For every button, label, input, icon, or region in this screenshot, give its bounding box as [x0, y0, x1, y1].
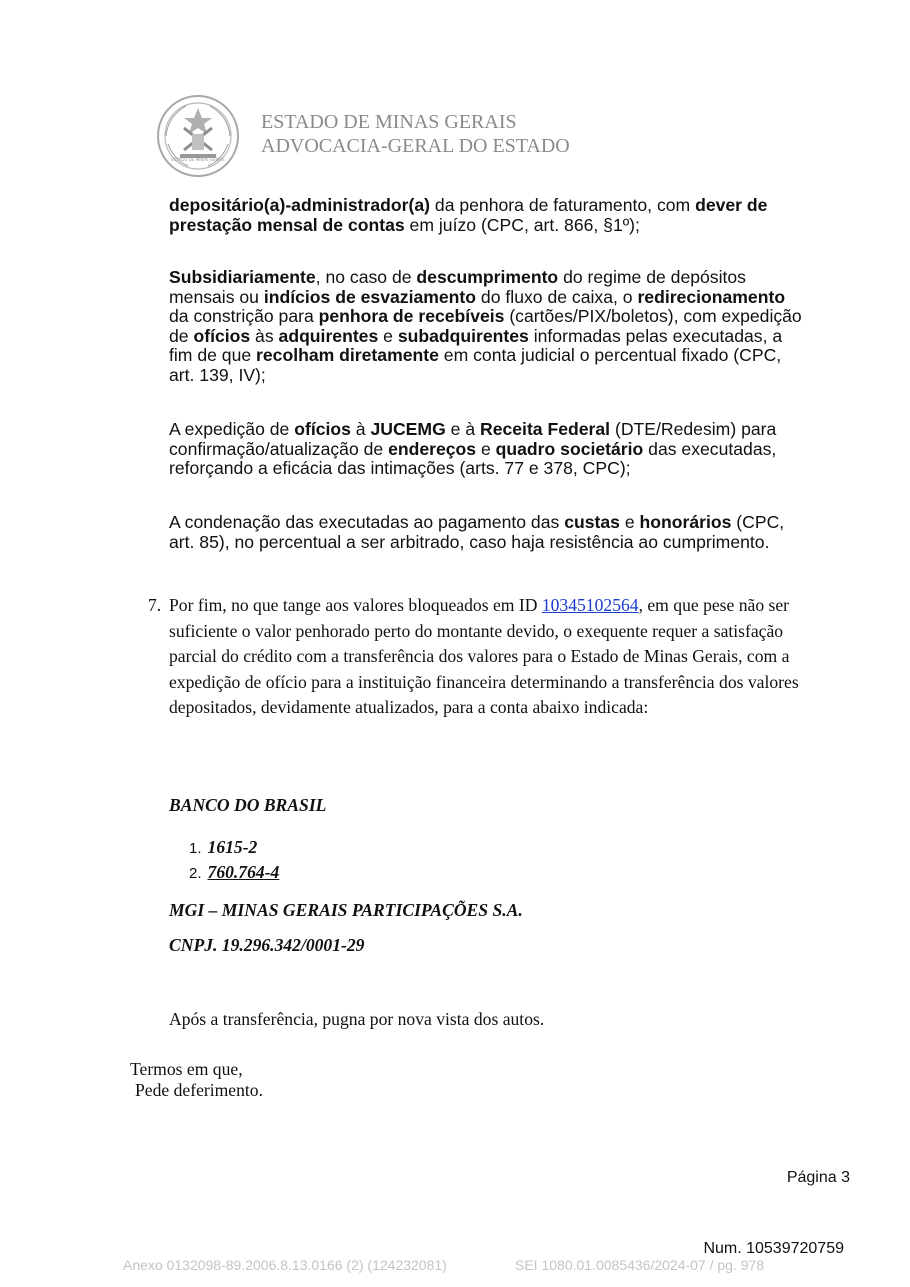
- paragraph-jucemg: A expedição de ofícios à JUCEMG e à Receita Federal (DTE/Redesim) para confirmação/atualização de endereços e quadro societário das executadas, reforçando a eficácia das intimações (arts. 77 e 378, CPC);: [169, 419, 777, 478]
- account-item: 2. 760.764-4: [189, 862, 280, 882]
- letterhead-state: ESTADO DE MINAS GERAIS: [261, 111, 517, 133]
- letterhead: [261, 110, 570, 158]
- bank-name: BANCO DO BRASIL: [169, 795, 327, 815]
- annex-watermark: Anexo 0132098-89.2006.8.13.0166 (2) (124232081): [123, 1257, 447, 1273]
- letterhead-agency: ADVOCACIA-GERAL DO ESTADO: [261, 135, 570, 157]
- account-holder: MGI – MINAS GERAIS PARTICIPAÇÕES S.A.: [169, 900, 523, 920]
- page-number: Página 3: [786, 1169, 850, 1186]
- paragraph-depositario: depositário(a)-administrador(a) da penhora de faturamento, com dever de prestação mensal de contas em juízo (CPC, art. 866, §1º);: [169, 195, 768, 235]
- paragraph-condenacao: A condenação das executadas ao pagamento das custas e honorários (CPC, art. 85), no percentual a ser arbitrado, caso haja resistência ao cumprimento.: [169, 512, 785, 552]
- paragraph-subsidiariamente: Subsidiariamente, no caso de descumprimento do regime de depósitos mensais ou indícios de esvaziamento do fluxo de caixa, o redirecionamento da constrição para penhora de recebíveis (cartões/PIX/boletos), com expedição de ofícios às adquirentes e subadquirentes informadas pelas executadas, a fim de que recolham diretamente em conta judicial o percentual fixado (CPC, art. 139, IV);: [169, 267, 802, 385]
- item-number: 7.: [148, 595, 162, 615]
- cnpj: CNPJ. 19.296.342/0001-29: [169, 935, 365, 955]
- document-number: Num. 10539720759: [703, 1240, 844, 1257]
- account-item: 1. 1615-2: [189, 837, 258, 857]
- paragraph-item-7: Por fim, no que tange aos valores bloqueados em ID 10345102564, em que pese não ser suficiente o valor penhorado perto do montante devido, o exequente requer a satisfação parcial do crédito com a transferência dos valores para o Estado de Minas Gerais, com a expedição de ofício para a instituição financeira determinando a transferência dos valores depositados, devidamente atualizados, para a conta abaixo indicada:: [169, 595, 799, 717]
- account-number: 760.764-4: [207, 862, 280, 882]
- bold-text: dever de prestação mensal de contas: [169, 195, 768, 235]
- document-id-link[interactable]: 10345102564: [541, 595, 639, 615]
- state-seal-logo: [156, 94, 240, 178]
- agency-number: 1615-2: [207, 837, 258, 857]
- bold-text: depositário(a)-administrador(a): [169, 195, 431, 215]
- after-transfer-text: Após a transferência, pugna por nova vista dos autos.: [169, 1009, 545, 1029]
- closing-line-1: Termos em que,: [130, 1059, 243, 1079]
- sei-watermark: SEI 1080.01.0085436/2024-07 / pg. 978: [515, 1257, 765, 1273]
- closing-line-2: Pede deferimento.: [135, 1080, 263, 1100]
- seal-text: ESTADO DE MINAS GERAIS: [171, 157, 225, 162]
